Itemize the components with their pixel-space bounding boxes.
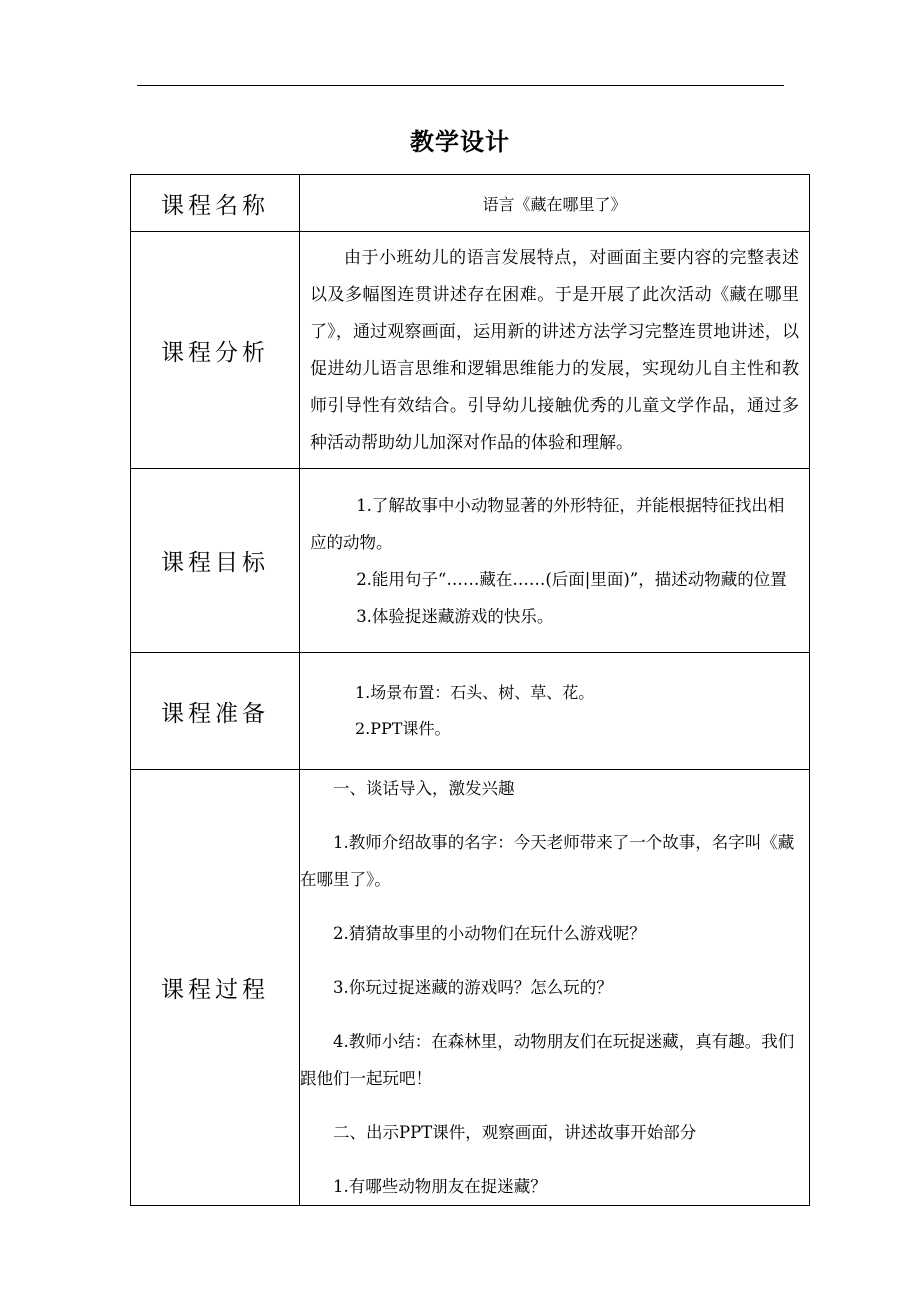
analysis-text: 由于小班幼儿的语言发展特点，对画面主要内容的完整表述以及多幅图连贯讲述存在困难。于是开展了此次活动《藏在哪里了》，通过观察画面，运用新的讲述方法学习完整连贯地讲述，以促进幼儿语言思维和逻辑思维能力的发展，实现幼儿自主性和教师引导性有效结合。引导幼儿接触优秀的儿童文学作品，通过多种活动帮助幼儿加深对作品的体验和理解。 [310, 248, 799, 453]
prep-item: 1.场景布置：石头、树、草、花。 [355, 683, 595, 702]
process-item: 1.教师介绍故事的名字：今天老师带来了一个故事，名字叫《藏在哪里了》。 [300, 833, 795, 889]
label-process: 课程过程 [131, 770, 300, 1206]
header-rule [137, 85, 784, 86]
course-name-value: 语言《藏在哪里了》 [300, 175, 810, 232]
label-prep: 课程准备 [131, 653, 300, 770]
table-row-analysis [131, 232, 810, 469]
process-item: 一、谈话导入，激发兴趣 [333, 779, 515, 798]
process-item: 二、出示PPT课件，观察画面，讲述故事开始部分 [333, 1123, 697, 1142]
process-item: 3.你玩过捉迷藏的游戏吗？怎么玩的？ [333, 978, 613, 997]
label-course-name: 课程名称 [131, 175, 300, 232]
goal-item: 1.了解故事中小动物显著的外形特征，并能根据特征找出相应的动物。 [310, 495, 785, 552]
process-cell [300, 770, 810, 1206]
document-title: 教学设计 [410, 128, 510, 156]
analysis-cell [300, 232, 810, 469]
prep-item: 2.PPT课件。 [355, 719, 451, 738]
label-analysis: 课程分析 [131, 232, 300, 469]
process-item: 1.有哪些动物朋友在捉迷藏？ [333, 1177, 547, 1196]
table-row-process [131, 770, 810, 1206]
prep-cell [300, 653, 810, 770]
table-row-course-name [131, 175, 810, 232]
process-item: 2.猜猜故事里的小动物们在玩什么游戏呢？ [333, 924, 646, 943]
process-item: 4.教师小结：在森林里，动物朋友们在玩捉迷藏，真有趣。我们跟他们一起玩吧！ [300, 1032, 795, 1088]
table-row-goals [131, 469, 810, 653]
label-goals: 课程目标 [131, 469, 300, 653]
table-row-prep [131, 653, 810, 770]
goal-item: 2.能用句子“……藏在……(后面|里面)”，描述动物藏的位置 [356, 569, 787, 589]
goals-cell [300, 469, 810, 653]
lesson-plan-table [130, 174, 810, 1206]
goal-item: 3.体验捉迷藏游戏的快乐。 [356, 606, 554, 626]
